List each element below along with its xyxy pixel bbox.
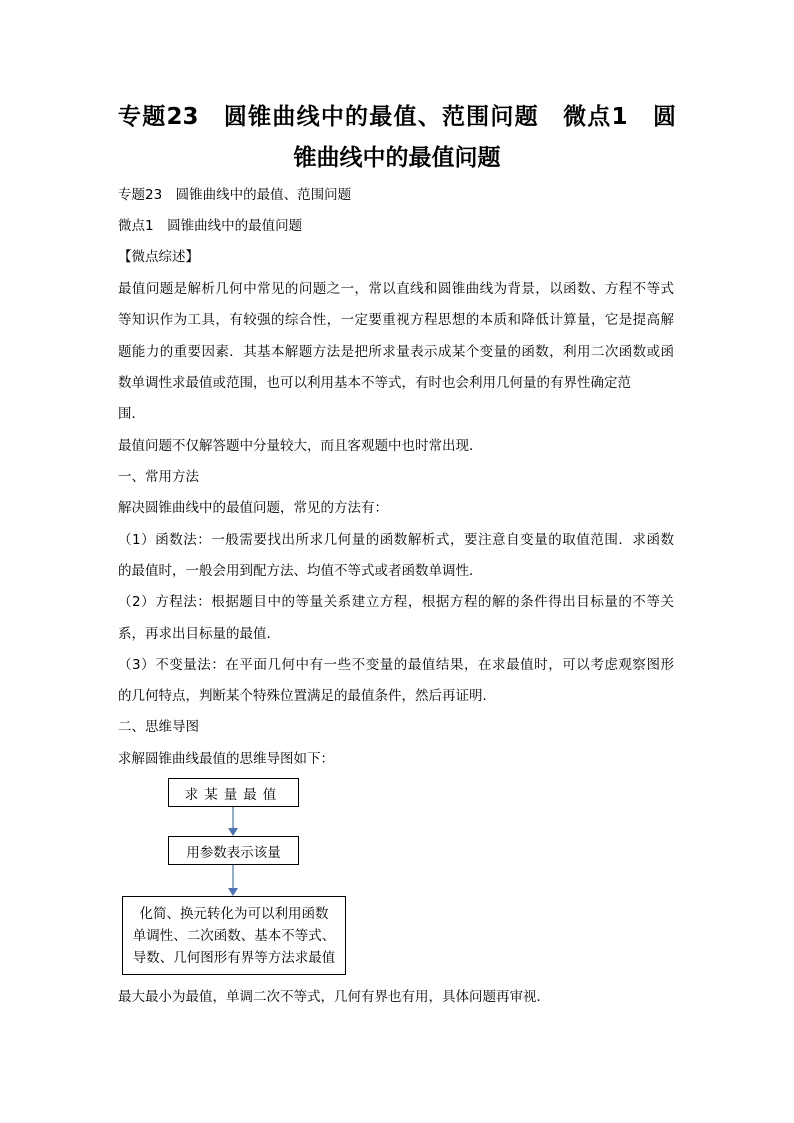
mindmap-lead: 求解圆锥曲线最值的思维导图如下： [118,751,334,767]
method-1-line: 的最值时，一般会用到配方法、均值不等式或者函数单调性． [118,563,483,579]
subtopic-label: 微点1 圆锥曲线中的最值问题 [118,218,303,234]
mindmap-box-methods-line: 导数、几何图形有界等方法求最值 [132,949,336,966]
mindmap-box-methods [122,896,346,975]
methods-lead: 解决圆锥曲线中的最值问题，常见的方法有： [118,500,388,516]
page-title-line-2: 锥曲线中的最值问题 [293,145,501,171]
intro-line: 等知识作为工具，有较强的综合性，一定要重视方程思想的本质和降低计算量，它是提高解 [118,312,674,328]
mindmap-box-parametrize: 用参数表示该量 [168,836,299,865]
arrow-head-1 [228,828,238,836]
method-2-line: （2）方程法：根据题目中的等量关系建立方程，根据方程的解的条件得出目标量的不等关 [118,594,674,610]
section-heading-mindmap: 二、思维导图 [118,719,199,735]
method-1-line: （1）函数法：一般需要找出所求几何量的函数解析式，要注意自变量的取值范围．求函数 [118,532,674,548]
topic-label: 专题23 圆锥曲线中的最值、范围问题 [118,187,352,203]
intro-note: 最值问题不仅解答题中分量较大，而且客观题中也时常出现． [118,438,483,454]
page-title-line-1: 专题23 圆锥曲线中的最值、范围问题 微点1 圆 [118,104,676,130]
mindmap-box-find-extreme: 求某量最值 [168,778,299,807]
method-2-line: 系，再求出目标量的最值． [118,626,280,642]
mindmap-box-methods-line: 单调性、二次函数、基本不等式、 [132,927,336,944]
summary-heading: 【微点综述】 [118,249,199,265]
intro-line: 最值问题是解析几何中常见的问题之一，常以直线和圆锥曲线为背景，以函数、方程不等式 [118,281,674,297]
section-heading-methods: 一、常用方法 [118,469,199,485]
intro-line: 围． [118,406,145,422]
mindmap-box-methods-line: 化简、换元转化为可以利用函数 [139,905,329,922]
intro-line: 数单调性求最值或范围，也可以利用基本不等式，有时也会利用几何量的有界性确定范 [118,375,631,391]
intro-line: 题能力的重要因素．其基本解题方法是把所求量表示成某个变量的函数，利用二次函数或函 [118,344,674,360]
method-3-line: （3）不变量法：在平面几何中有一些不变量的最值结果，在求最值时，可以考虑观察图形 [118,657,674,673]
arrow-head-2 [228,888,238,896]
method-3-line: 的几何特点，判断某个特殊位置满足的最值条件，然后再证明． [118,688,496,704]
mindmap-summary: 最大最小为最值，单调二次不等式，几何有界也有用，具体问题再审视． [118,989,550,1005]
